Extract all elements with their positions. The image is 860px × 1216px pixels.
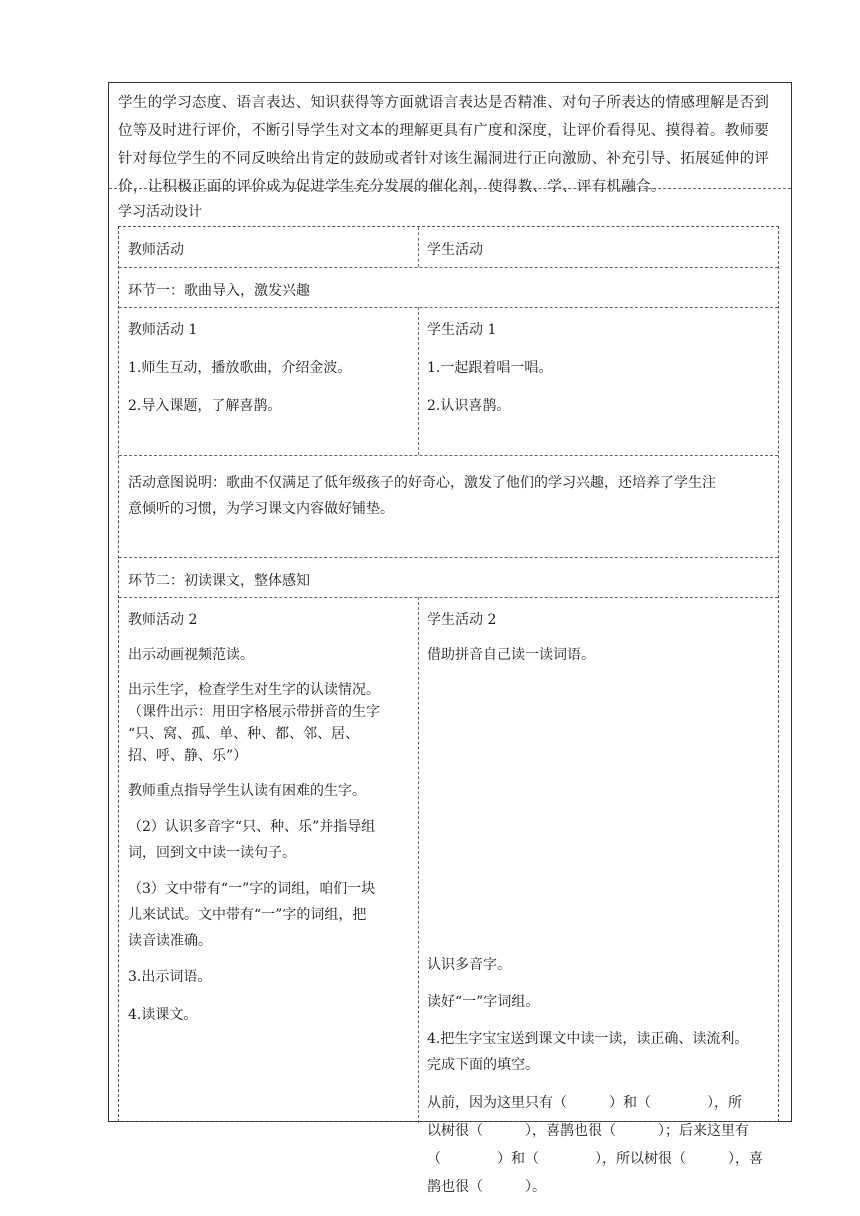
- stage2-student-cell: [427, 609, 771, 666]
- student-item: 1.一起跟着唱一唱。: [427, 360, 553, 376]
- teacher-activity-title: 教师活动 1: [128, 322, 198, 338]
- column-divider: [418, 597, 419, 1123]
- teacher-item-line: （课件出示：用田字格展示带拼音的生字: [128, 704, 380, 720]
- teacher-item: 出示动画视频范读。: [128, 647, 254, 663]
- stage2-teacher-cell: [128, 609, 410, 1026]
- teacher-item: 3.出示词语。: [128, 969, 212, 985]
- teacher-item-line: （3）文中带有“一”字的词组，咱们一块: [128, 881, 376, 897]
- row-divider: [119, 267, 778, 268]
- fill-blank-line: （ ）和（ ），所以树很（ ），喜: [427, 1151, 763, 1167]
- teacher-item: 1.师生互动，播放歌曲，介绍金波。: [128, 360, 352, 376]
- fill-blank-line: 以树很（ ），喜鹊也很（ ）；后来这里有: [427, 1123, 749, 1139]
- column-divider: [418, 227, 419, 267]
- stage1-student-cell: [427, 319, 771, 417]
- teacher-item: 2.导入课题，了解喜鹊。: [128, 398, 282, 414]
- header-teacher: 教师活动: [128, 242, 184, 258]
- stage1-teacher-cell: [128, 319, 410, 417]
- student-item: 借助拼音自己读一读词语。: [427, 647, 595, 663]
- fill-blank-exercise: [427, 1089, 771, 1201]
- teacher-item-line: （2）认识多音字“只、种、乐”并指导组: [128, 819, 376, 835]
- teacher-item: 4.读课文。: [128, 1007, 198, 1023]
- row-divider: [119, 557, 778, 558]
- teacher-item-line: 儿来试试。文中带有“一”字的词组，把: [128, 907, 367, 923]
- divider: [109, 188, 791, 189]
- fill-blank-line: 鹊也很（ ）。: [427, 1179, 546, 1195]
- row-divider: [119, 455, 778, 456]
- teacher-item-line: 读音读准确。: [128, 933, 212, 949]
- intent-line: 活动意图说明：歌曲不仅满足了低年级孩子的好奇心，激发了他们的学习兴趣，还培养了学生注: [128, 475, 716, 491]
- student-item: 2.认识喜鹊。: [427, 398, 511, 414]
- header-student: 学生活动: [427, 242, 483, 258]
- paragraph-line: 价，让积极正面的评价成为促进学生充分发展的催化剂，使得教、学、评有机融合。: [118, 179, 666, 195]
- paragraph-line: 针对每位学生的不同反映给出肯定的鼓励或者针对该生漏洞进行正向激励、补充引导、拓展延伸的评: [118, 151, 770, 167]
- student-item-line: 4.把生字宝宝送到课文中读一读，读正确、读流利。: [427, 1031, 749, 1047]
- intent-line: 意倾听的习惯，为学习课文内容做好铺垫。: [128, 501, 394, 517]
- row-divider: [119, 597, 778, 598]
- activity-table: [118, 226, 779, 1195]
- column-divider: [418, 307, 419, 455]
- paragraph-line: 学生的学习态度、语言表达、知识获得等方面就语言表达是否精准、对句子所表达的情感理解是否到: [118, 95, 770, 111]
- student-activity-title: 学生活动 1: [427, 322, 497, 338]
- teacher-item: 教师重点指导学生认读有困难的生字。: [128, 783, 366, 799]
- teacher-item-line: “只、窝、孤、单、种、都、邻、居、: [128, 726, 360, 742]
- fill-blank-line: 从前，因为这里只有（ ）和（ ），所: [427, 1095, 742, 1111]
- teacher-activity-title: 教师活动 2: [128, 612, 198, 628]
- student-item: 读好“一”字词组。: [427, 994, 540, 1010]
- student-item-line: 完成下面的填空。: [427, 1057, 539, 1073]
- teacher-item-block: [128, 814, 410, 866]
- paragraph-line: 位等及时进行评价，不断引导学生对文本的理解更具有广度和深度，让评价看得见、摸得着。教师要: [118, 123, 770, 139]
- teacher-item-line: 词，回到文中读一读句子。: [128, 845, 296, 861]
- stage2-student-cell-lower: [427, 954, 771, 1201]
- row-divider: [119, 307, 778, 308]
- teacher-item-block: [128, 876, 410, 954]
- evaluation-paragraph: [118, 89, 781, 201]
- stage2-title: 环节二：初读课文，整体感知: [128, 573, 310, 589]
- stage1-intent: [128, 470, 773, 522]
- student-item: 认识多音字。: [427, 957, 511, 973]
- stage1-title: 环节一：歌曲导入，激发兴趣: [128, 283, 310, 299]
- teacher-item-line: 招、呼、静、乐”）: [128, 748, 248, 764]
- teacher-item-line: 出示生字，检查学生对生字的认读情况。: [128, 682, 380, 698]
- student-activity-title: 学生活动 2: [427, 612, 497, 628]
- section-title: 学习活动设计: [118, 204, 202, 220]
- document-frame: [108, 82, 792, 1195]
- teacher-item-block: [128, 679, 410, 767]
- student-item-block: [427, 1026, 771, 1078]
